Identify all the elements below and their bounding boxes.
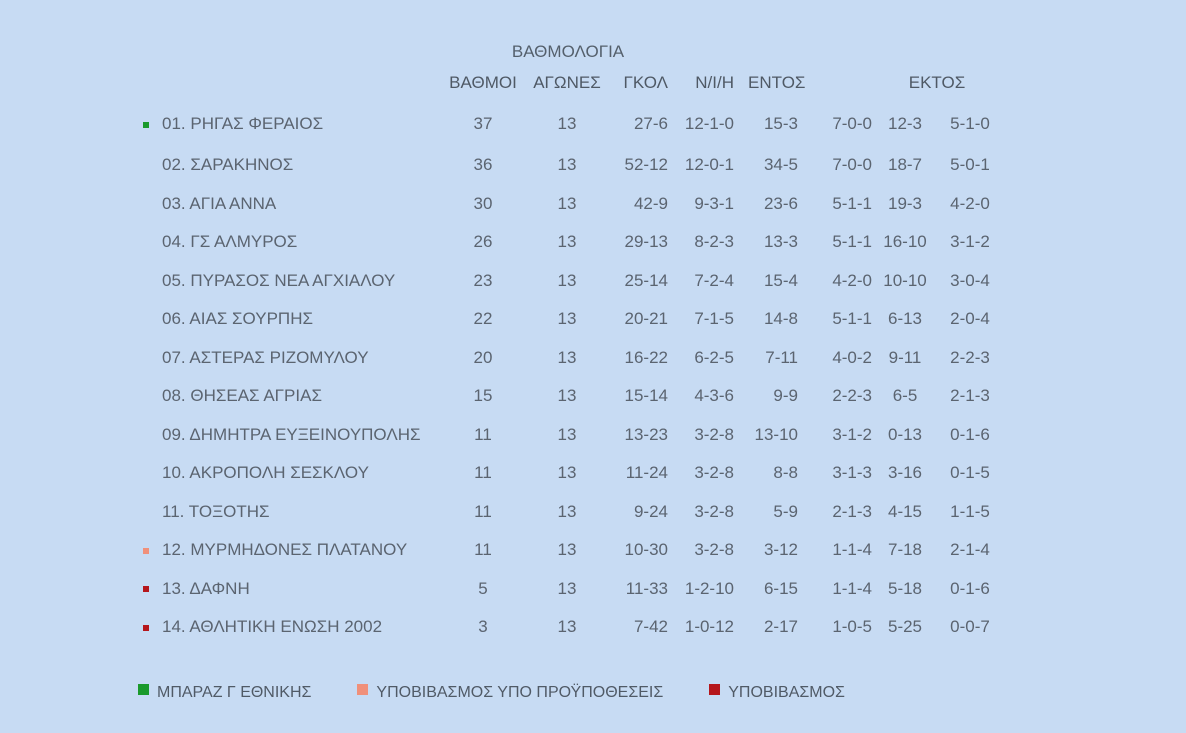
home-goals-cell: 15-3 <box>763 114 798 133</box>
goals-cell: 29-13 <box>624 232 668 252</box>
status-cell <box>135 146 162 185</box>
away-goals-cell: 0-13 <box>887 424 923 444</box>
away-wdl-cell: 0-1-6 <box>950 424 990 444</box>
games-cell: 13 <box>557 540 577 560</box>
home-wdl-cell: 4-0-2 <box>832 347 872 367</box>
away-goals-cell: 19-3 <box>887 193 923 213</box>
games-cell: 13 <box>557 309 577 329</box>
header-games: ΑΓΩΝΕΣ <box>533 73 601 92</box>
away-goals-cell: 10-10 <box>883 270 927 290</box>
points-cell: 23 <box>473 270 493 290</box>
home-wdl-cell: 1-1-4 <box>832 578 872 598</box>
legend-item <box>709 684 845 702</box>
wdl-cell: 9-3-1 <box>694 193 734 213</box>
table-row <box>135 377 1002 416</box>
header-team <box>162 68 448 98</box>
away-wdl-cell: 3-1-2 <box>950 232 990 252</box>
table-row <box>135 454 1002 493</box>
points-cell: 5 <box>478 578 488 598</box>
points-cell: 11 <box>474 463 492 483</box>
team-name: 07. ΑΣΤΕΡΑΣ ΡΙΖΟΜΥΛΟΥ <box>162 347 369 367</box>
goals-cell: 27-6 <box>633 114 668 133</box>
home-goals-cell: 14-8 <box>763 309 798 329</box>
status-cell <box>135 98 162 146</box>
home-goals-cell: 6-15 <box>763 578 798 598</box>
goals-cell: 11-33 <box>625 578 668 598</box>
home-goals-cell: 15-4 <box>763 270 798 290</box>
away-wdl-cell: 1-1-5 <box>950 501 990 521</box>
home-wdl-cell: 2-2-3 <box>832 386 872 406</box>
home-wdl-cell: 4-2-0 <box>832 270 872 290</box>
away-wdl-cell: 5-1-0 <box>950 114 990 133</box>
goals-cell: 16-22 <box>624 347 668 367</box>
away-wdl-cell: 0-1-5 <box>950 463 990 483</box>
away-goals-cell: 3-16 <box>887 463 923 483</box>
legend-swatch <box>357 684 368 695</box>
wdl-cell: 6-2-5 <box>694 347 734 367</box>
games-cell: 13 <box>557 114 577 133</box>
points-cell: 11 <box>474 540 492 560</box>
home-goals-cell: 8-8 <box>773 463 798 483</box>
status-cell <box>135 223 162 262</box>
home-wdl-cell: 3-1-3 <box>832 463 872 483</box>
table-row <box>135 300 1002 339</box>
team-name: 13. ΔΑΦΝΗ <box>162 578 250 598</box>
header-away: ΕΚΤΟΣ <box>908 73 966 92</box>
away-wdl-cell: 0-0-7 <box>950 617 990 637</box>
games-cell: 13 <box>557 270 577 290</box>
home-goals-cell: 5-9 <box>773 501 798 521</box>
wdl-cell: 1-2-10 <box>684 578 734 598</box>
away-goals-cell: 6-5 <box>892 386 918 406</box>
points-cell: 3 <box>478 617 488 637</box>
status-cell <box>135 570 162 609</box>
goals-cell: 9-24 <box>633 501 668 521</box>
away-wdl-cell: 4-2-0 <box>950 193 990 213</box>
wdl-cell: 3-2-8 <box>694 463 734 483</box>
home-goals-cell: 13-3 <box>763 232 798 252</box>
table-row <box>135 339 1002 378</box>
legend-label: ΜΠΑΡΑΖ Γ ΕΘΝΙΚΗΣ <box>157 684 312 701</box>
status-marker <box>143 586 149 592</box>
goals-cell: 11-24 <box>625 463 668 483</box>
wdl-cell: 4-3-6 <box>694 386 734 406</box>
standings-table <box>135 68 1002 647</box>
team-name: 14. ΑΘΛΗΤΙΚΗ ΕΝΩΣΗ 2002 <box>162 617 383 637</box>
home-wdl-cell: 3-1-2 <box>832 424 872 444</box>
team-name: 05. ΠΥΡΑΣΟΣ ΝΕΑ ΑΓΧΙΑΛΟΥ <box>162 270 396 290</box>
standings-body <box>135 98 1002 647</box>
wdl-cell: 7-1-5 <box>694 309 734 329</box>
home-wdl-cell: 2-1-3 <box>832 501 872 521</box>
wdl-cell: 12-1-0 <box>684 114 734 133</box>
status-cell <box>135 185 162 224</box>
legend-swatch <box>138 684 149 695</box>
header-wdl: Ν/Ι/Η <box>695 73 734 92</box>
home-goals-cell: 34-5 <box>763 155 798 175</box>
goals-cell: 20-21 <box>624 309 668 329</box>
table-row <box>135 98 1002 146</box>
team-name: 06. ΑΙΑΣ ΣΟΥΡΠΗΣ <box>162 309 313 329</box>
table-row <box>135 262 1002 301</box>
games-cell: 13 <box>557 347 577 367</box>
points-cell: 37 <box>473 114 493 133</box>
home-wdl-cell: 5-1-1 <box>832 232 872 252</box>
table-header-row <box>135 68 1002 98</box>
standings-title: ΒΑΘΜΟΛΟΓΙΑ <box>511 42 625 61</box>
games-cell: 13 <box>557 386 577 406</box>
games-cell: 13 <box>557 193 577 213</box>
away-goals-cell: 12-3 <box>887 114 923 133</box>
games-cell: 13 <box>557 463 577 483</box>
games-cell: 13 <box>557 578 577 598</box>
home-goals-cell: 2-17 <box>763 617 798 637</box>
table-row <box>135 185 1002 224</box>
status-cell <box>135 608 162 647</box>
home-wdl-cell: 5-1-1 <box>832 309 872 329</box>
away-goals-cell: 9-11 <box>888 347 922 367</box>
home-goals-cell: 3-12 <box>763 540 798 560</box>
table-row <box>135 146 1002 185</box>
table-row <box>135 608 1002 647</box>
status-cell <box>135 377 162 416</box>
team-name: 01. ΡΗΓΑΣ ΦΕΡΑΙΟΣ <box>162 114 324 133</box>
team-name: 03. ΑΓΙΑ ΑΝΝΑ <box>162 193 277 213</box>
wdl-cell: 7-2-4 <box>694 270 734 290</box>
legend-label: ΥΠΟΒΙΒΑΣΜΟΣ <box>728 684 845 701</box>
goals-cell: 15-14 <box>624 386 668 406</box>
home-wdl-cell: 7-0-0 <box>832 155 872 175</box>
status-cell <box>135 300 162 339</box>
table-row <box>135 416 1002 455</box>
points-cell: 26 <box>473 232 493 252</box>
away-goals-cell: 4-15 <box>887 501 923 521</box>
team-name: 08. ΘΗΣΕΑΣ ΑΓΡΙΑΣ <box>162 386 322 406</box>
legend <box>138 684 891 702</box>
status-cell <box>135 454 162 493</box>
points-cell: 20 <box>473 347 493 367</box>
header-points: ΒΑΘΜΟΙ <box>449 73 517 92</box>
away-wdl-cell: 0-1-6 <box>950 578 990 598</box>
goals-cell: 13-23 <box>624 424 668 444</box>
home-wdl-cell: 7-0-0 <box>832 114 872 133</box>
wdl-cell: 3-2-8 <box>694 424 734 444</box>
home-goals-cell: 9-9 <box>773 386 798 406</box>
games-cell: 13 <box>557 617 577 637</box>
status-cell <box>135 262 162 301</box>
status-cell <box>135 339 162 378</box>
status-cell <box>135 416 162 455</box>
status-cell <box>135 531 162 570</box>
goals-cell: 7-42 <box>633 617 668 637</box>
games-cell: 13 <box>557 424 577 444</box>
team-name: 02. ΣΑΡΑΚΗΝΟΣ <box>162 155 294 175</box>
team-name: 11. ΤΟΞΟΤΗΣ <box>162 501 270 521</box>
table-row <box>135 570 1002 609</box>
table-row <box>135 531 1002 570</box>
points-cell: 22 <box>473 309 493 329</box>
home-goals-cell: 13-10 <box>754 424 798 444</box>
legend-label: ΥΠΟΒΙΒΑΣΜΟΣ ΥΠΟ ΠΡΟΫΠΟΘΕΣΕΙΣ <box>376 684 664 701</box>
home-wdl-cell: 1-1-4 <box>832 540 872 560</box>
away-goals-cell: 18-7 <box>887 155 923 175</box>
away-wdl-cell: 3-0-4 <box>950 270 990 290</box>
away-wdl-cell: 2-1-3 <box>950 386 990 406</box>
team-name: 04. ΓΣ ΑΛΜΥΡΟΣ <box>162 232 298 252</box>
away-wdl-cell: 2-0-4 <box>950 309 990 329</box>
games-cell: 13 <box>557 501 577 521</box>
legend-item <box>138 684 311 702</box>
goals-cell: 42-9 <box>633 193 668 213</box>
table-row <box>135 493 1002 532</box>
status-cell <box>135 493 162 532</box>
wdl-cell: 12-0-1 <box>684 155 734 175</box>
away-goals-cell: 16-10 <box>883 232 927 252</box>
home-goals-cell: 23-6 <box>763 193 798 213</box>
team-name: 09. ΔΗΜΗΤΡΑ ΕΥΞΕΙΝΟΥΠΟΛΗΣ <box>162 424 421 444</box>
away-wdl-cell: 5-0-1 <box>950 155 990 175</box>
wdl-cell: 1-0-12 <box>684 617 734 637</box>
away-goals-cell: 7-18 <box>887 540 923 560</box>
header-goals: ΓΚΟΛ <box>623 73 668 92</box>
points-cell: 36 <box>473 155 493 175</box>
status-marker <box>143 625 149 631</box>
away-goals-cell: 5-18 <box>887 578 923 598</box>
header-marker <box>135 68 162 98</box>
table-row <box>135 223 1002 262</box>
home-goals-cell: 7-11 <box>765 347 798 367</box>
home-wdl-cell: 5-1-1 <box>832 193 872 213</box>
points-cell: 11 <box>474 501 492 521</box>
away-goals-cell: 6-13 <box>887 309 923 329</box>
games-cell: 13 <box>557 155 577 175</box>
goals-cell: 52-12 <box>624 155 668 175</box>
status-marker <box>143 122 149 128</box>
status-marker <box>143 548 149 554</box>
points-cell: 30 <box>473 193 493 213</box>
legend-item <box>357 684 663 702</box>
home-wdl-cell: 1-0-5 <box>832 617 872 637</box>
games-cell: 13 <box>557 232 577 252</box>
wdl-cell: 8-2-3 <box>694 232 734 252</box>
team-name: 12. ΜΥΡΜΗΔΟΝΕΣ ΠΛΑΤΑΝΟΥ <box>162 540 408 560</box>
wdl-cell: 3-2-8 <box>694 540 734 560</box>
points-cell: 11 <box>474 424 492 444</box>
points-cell: 15 <box>473 386 493 406</box>
away-wdl-cell: 2-2-3 <box>950 347 990 367</box>
goals-cell: 25-14 <box>624 270 668 290</box>
away-wdl-cell: 2-1-4 <box>950 540 990 560</box>
goals-cell: 10-30 <box>624 540 668 560</box>
away-goals-cell: 5-25 <box>887 617 923 637</box>
header-home: ΕΝΤΟΣ <box>748 73 806 92</box>
legend-swatch <box>709 684 720 695</box>
team-name: 10. ΑΚΡΟΠΟΛΗ ΣΕΣΚΛΟΥ <box>162 463 369 483</box>
wdl-cell: 3-2-8 <box>694 501 734 521</box>
